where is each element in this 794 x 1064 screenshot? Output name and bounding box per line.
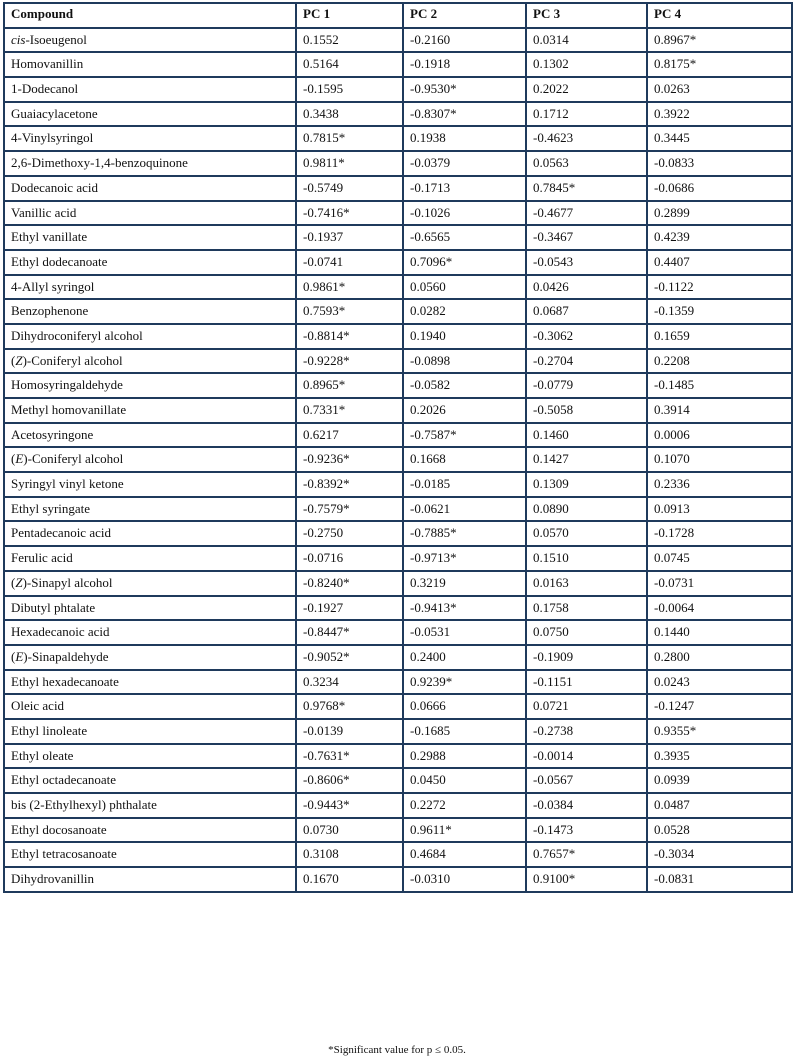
pc3-value-cell: -0.0779 xyxy=(526,373,647,398)
pc2-value-cell: 0.0450 xyxy=(403,768,526,793)
pc2-value-cell: -0.2160 xyxy=(403,28,526,53)
pc1-value-cell: -0.8392* xyxy=(296,472,403,497)
pc2-value-cell: -0.0379 xyxy=(403,151,526,176)
compound-name-cell xyxy=(4,571,296,596)
pc1-value-cell: 0.5164 xyxy=(296,52,403,77)
pc4-value-cell: 0.3914 xyxy=(647,398,792,423)
pc2-value-cell: 0.2026 xyxy=(403,398,526,423)
pc3-value-cell: 0.0570 xyxy=(526,521,647,546)
pc2-value-cell: -0.1026 xyxy=(403,201,526,226)
pc3-value-cell: 0.1309 xyxy=(526,472,647,497)
pc3-value-cell: 0.1510 xyxy=(526,546,647,571)
compound-name: )-Coniferyl alcohol xyxy=(23,451,124,467)
pc3-value-cell: 0.1427 xyxy=(526,447,647,472)
pc1-value-cell: -0.9052* xyxy=(296,645,403,670)
pc4-value-cell: -0.0833 xyxy=(647,151,792,176)
pc2-value-cell: -0.7587* xyxy=(403,423,526,448)
pc4-value-cell: 0.0939 xyxy=(647,768,792,793)
pc3-value-cell: 0.7657* xyxy=(526,842,647,867)
pc1-value-cell: -0.1937 xyxy=(296,225,403,250)
pc3-value-cell: 0.0687 xyxy=(526,299,647,324)
table-row xyxy=(4,126,792,151)
pc4-value-cell: -0.0831 xyxy=(647,867,792,892)
pc4-value-cell: -0.1122 xyxy=(647,275,792,300)
pc3-value-cell: -0.2704 xyxy=(526,349,647,374)
pc2-value-cell: -0.9413* xyxy=(403,596,526,621)
pc1-value-cell: -0.9228* xyxy=(296,349,403,374)
table-row xyxy=(4,398,792,423)
compound-name: Ethyl octadecanoate xyxy=(11,772,117,788)
header-pc2: PC 2 xyxy=(403,3,526,28)
pc2-value-cell: -0.0582 xyxy=(403,373,526,398)
compound-name-cell xyxy=(4,521,296,546)
compound-name: -Isoeugenol xyxy=(25,31,87,47)
compound-name-cell xyxy=(4,867,296,892)
pc2-value-cell: -0.1685 xyxy=(403,719,526,744)
pc2-value-cell: -0.0898 xyxy=(403,349,526,374)
pc3-value-cell: 0.0890 xyxy=(526,497,647,522)
pc4-value-cell: 0.1070 xyxy=(647,447,792,472)
compound-name-cell xyxy=(4,151,296,176)
pc3-value-cell: -0.0014 xyxy=(526,744,647,769)
pc2-value-cell: 0.1938 xyxy=(403,126,526,151)
pc3-value-cell: 0.0426 xyxy=(526,275,647,300)
pc3-value-cell: -0.1151 xyxy=(526,670,647,695)
table-row xyxy=(4,77,792,102)
significance-footnote: *Significant value for p ≤ 0.05. xyxy=(328,1044,466,1056)
pc2-value-cell: 0.0666 xyxy=(403,694,526,719)
pc1-value-cell: 0.1552 xyxy=(296,28,403,53)
pc1-value-cell: -0.7416* xyxy=(296,201,403,226)
pc2-value-cell: -0.0310 xyxy=(403,867,526,892)
compound-name: Hexadecanoic acid xyxy=(11,624,110,640)
table-row xyxy=(4,324,792,349)
compound-name: Ethyl oleate xyxy=(11,747,74,763)
compound-name: Syringyl vinyl ketone xyxy=(11,476,124,492)
pc4-value-cell: 0.0263 xyxy=(647,77,792,102)
pc4-value-cell: 0.8175* xyxy=(647,52,792,77)
compound-name: Ethyl vanillate xyxy=(11,229,88,245)
compound-prefix: ( xyxy=(11,648,16,664)
compound-name-cell xyxy=(4,299,296,324)
pc1-value-cell: -0.8240* xyxy=(296,571,403,596)
compound-name-cell xyxy=(4,324,296,349)
compound-name-cell xyxy=(4,275,296,300)
header-pc3: PC 3 xyxy=(526,3,647,28)
pc2-value-cell: 0.4684 xyxy=(403,842,526,867)
compound-stereo-prefix: Z xyxy=(15,352,23,368)
compound-name-cell xyxy=(4,398,296,423)
compound-name-cell xyxy=(4,126,296,151)
compound-name: )-Sinapyl alcohol xyxy=(22,574,113,590)
pc3-value-cell: 0.7845* xyxy=(526,176,647,201)
pc1-value-cell: 0.6217 xyxy=(296,423,403,448)
pc2-value-cell: 0.2400 xyxy=(403,645,526,670)
table-row xyxy=(4,423,792,448)
compound-name: Guaiacylacetone xyxy=(11,105,98,121)
pc2-value-cell: -0.7885* xyxy=(403,521,526,546)
compound-name-cell xyxy=(4,670,296,695)
pc4-value-cell: 0.3445 xyxy=(647,126,792,151)
compound-name: Ethyl docosanoate xyxy=(11,821,107,837)
compound-stereo-prefix: cis xyxy=(11,31,26,47)
compound-name: 2,6-Dimethoxy-1,4-benzoquinone xyxy=(11,155,188,171)
compound-name: Ferulic acid xyxy=(11,550,73,566)
compound-name: )-Sinapaldehyde xyxy=(23,648,109,664)
compound-name: Oleic acid xyxy=(11,698,65,714)
pc4-value-cell: 0.2208 xyxy=(647,349,792,374)
pc4-value-cell: 0.0528 xyxy=(647,818,792,843)
pc2-value-cell: 0.2272 xyxy=(403,793,526,818)
table-row xyxy=(4,225,792,250)
compound-name-cell xyxy=(4,596,296,621)
compound-name-cell xyxy=(4,793,296,818)
pc2-value-cell: -0.8307* xyxy=(403,102,526,127)
table-row xyxy=(4,620,792,645)
table-row xyxy=(4,447,792,472)
pc1-value-cell: -0.8606* xyxy=(296,768,403,793)
compound-name-cell xyxy=(4,447,296,472)
compound-name-cell xyxy=(4,694,296,719)
pc1-value-cell: -0.0741 xyxy=(296,250,403,275)
pc2-value-cell: -0.0185 xyxy=(403,472,526,497)
compound-prefix: ( xyxy=(11,451,16,467)
table-row xyxy=(4,299,792,324)
pc2-value-cell: 0.1668 xyxy=(403,447,526,472)
pc3-value-cell: 0.0721 xyxy=(526,694,647,719)
compound-name: 1-Dodecanol xyxy=(11,81,79,97)
table-row xyxy=(4,102,792,127)
compound-name-cell xyxy=(4,52,296,77)
compound-name-cell xyxy=(4,250,296,275)
compound-stereo-prefix: E xyxy=(15,648,24,664)
pc1-value-cell: 0.7815* xyxy=(296,126,403,151)
pc1-value-cell: -0.1595 xyxy=(296,77,403,102)
table-row xyxy=(4,719,792,744)
pc3-value-cell: -0.0543 xyxy=(526,250,647,275)
compound-name: Ethyl tetracosanoate xyxy=(11,846,117,862)
pc4-value-cell: 0.0745 xyxy=(647,546,792,571)
pc1-value-cell: -0.0139 xyxy=(296,719,403,744)
compound-prefix: ( xyxy=(11,574,16,590)
compound-name-cell xyxy=(4,423,296,448)
pc4-value-cell: 0.0006 xyxy=(647,423,792,448)
table-row xyxy=(4,744,792,769)
pc3-value-cell: 0.1460 xyxy=(526,423,647,448)
pc3-value-cell: -0.4677 xyxy=(526,201,647,226)
pc3-value-cell: 0.9100* xyxy=(526,867,647,892)
compound-name: Acetosyringone xyxy=(11,426,94,442)
pc1-value-cell: -0.9236* xyxy=(296,447,403,472)
pc4-value-cell: 0.4239 xyxy=(647,225,792,250)
compound-name: Methyl homovanillate xyxy=(11,402,127,417)
pc1-value-cell: 0.7331* xyxy=(296,398,403,423)
compound-name: Benzophenone xyxy=(11,303,89,319)
pc4-value-cell: 0.2800 xyxy=(647,645,792,670)
pc3-value-cell: 0.1302 xyxy=(526,52,647,77)
table-row xyxy=(4,694,792,719)
compound-name: Ethyl linoleate xyxy=(11,722,88,738)
table-row xyxy=(4,151,792,176)
pc4-value-cell: -0.1728 xyxy=(647,521,792,546)
pc4-value-cell: -0.0064 xyxy=(647,596,792,621)
pc1-value-cell: 0.1670 xyxy=(296,867,403,892)
compound-name-cell xyxy=(4,719,296,744)
pc3-value-cell: 0.0750 xyxy=(526,620,647,645)
table-row xyxy=(4,275,792,300)
header-pc4: PC 4 xyxy=(647,3,792,28)
pc4-value-cell: 0.1659 xyxy=(647,324,792,349)
pc1-value-cell: -0.2750 xyxy=(296,521,403,546)
pc4-value-cell: 0.1440 xyxy=(647,620,792,645)
pc2-value-cell: 0.9239* xyxy=(403,670,526,695)
pc2-value-cell: 0.0282 xyxy=(403,299,526,324)
header-row xyxy=(4,3,792,28)
table-row xyxy=(4,596,792,621)
pc3-value-cell: -0.2738 xyxy=(526,719,647,744)
pc3-value-cell: -0.0567 xyxy=(526,768,647,793)
pc1-value-cell: 0.9861* xyxy=(296,275,403,300)
pc1-value-cell: 0.3234 xyxy=(296,670,403,695)
compound-name-cell xyxy=(4,349,296,374)
table-row xyxy=(4,349,792,374)
compound-name: Ethyl syringate xyxy=(11,500,91,516)
compound-name-cell xyxy=(4,77,296,102)
pc4-value-cell: -0.1247 xyxy=(647,694,792,719)
table-row xyxy=(4,52,792,77)
pc4-value-cell: 0.2336 xyxy=(647,472,792,497)
compound-name-cell xyxy=(4,744,296,769)
pc4-value-cell: -0.1485 xyxy=(647,373,792,398)
pc3-value-cell: -0.1909 xyxy=(526,645,647,670)
table-row xyxy=(4,768,792,793)
compound-name: Dihydrovanillin xyxy=(11,871,95,887)
compound-name: Homovanillin xyxy=(11,56,84,72)
compound-name-cell xyxy=(4,620,296,645)
pc4-value-cell: 0.0913 xyxy=(647,497,792,522)
pc2-value-cell: -0.9713* xyxy=(403,546,526,571)
table-row xyxy=(4,818,792,843)
pc4-value-cell: -0.3034 xyxy=(647,842,792,867)
pc3-value-cell: 0.1758 xyxy=(526,596,647,621)
compound-name-cell xyxy=(4,225,296,250)
pc4-value-cell: 0.3935 xyxy=(647,744,792,769)
pc3-value-cell: 0.0163 xyxy=(526,571,647,596)
compound-prefix: ( xyxy=(11,352,16,368)
compound-stereo-prefix: Z xyxy=(15,574,23,590)
compound-name-cell xyxy=(4,546,296,571)
table-row xyxy=(4,472,792,497)
pc4-value-cell: -0.1359 xyxy=(647,299,792,324)
pc4-value-cell: 0.9355* xyxy=(647,719,792,744)
compound-name-cell xyxy=(4,176,296,201)
pc2-value-cell: 0.7096* xyxy=(403,250,526,275)
pc1-value-cell: 0.7593* xyxy=(296,299,403,324)
table-row xyxy=(4,497,792,522)
pc1-value-cell: -0.0716 xyxy=(296,546,403,571)
pc3-value-cell: 0.0314 xyxy=(526,28,647,53)
pc3-value-cell: -0.3062 xyxy=(526,324,647,349)
pc4-value-cell: 0.8967* xyxy=(647,28,792,53)
compound-name: 4-Allyl syringol xyxy=(11,278,95,294)
pc1-value-cell: 0.9811* xyxy=(296,151,403,176)
pc2-value-cell: 0.3219 xyxy=(403,571,526,596)
table-row xyxy=(4,250,792,275)
compound-name: Ethyl dodecanoate xyxy=(11,253,108,269)
pc4-value-cell: 0.0243 xyxy=(647,670,792,695)
pc4-value-cell: 0.4407 xyxy=(647,250,792,275)
pc1-value-cell: -0.1927 xyxy=(296,596,403,621)
compound-name: Ethyl hexadecanoate xyxy=(11,673,119,689)
pc3-value-cell: 0.1712 xyxy=(526,102,647,127)
pc2-value-cell: -0.0531 xyxy=(403,620,526,645)
compound-name-cell xyxy=(4,201,296,226)
pc2-value-cell: -0.1918 xyxy=(403,52,526,77)
compound-name-cell xyxy=(4,373,296,398)
compound-stereo-prefix: E xyxy=(15,451,24,467)
compound-name-cell xyxy=(4,102,296,127)
pc3-value-cell: 0.0563 xyxy=(526,151,647,176)
pc1-value-cell: 0.3108 xyxy=(296,842,403,867)
compound-name-cell xyxy=(4,497,296,522)
table-row xyxy=(4,176,792,201)
compound-name-cell xyxy=(4,842,296,867)
compound-name-cell xyxy=(4,818,296,843)
pc2-value-cell: -0.9530* xyxy=(403,77,526,102)
pc1-value-cell: 0.0730 xyxy=(296,818,403,843)
pc2-value-cell: 0.1940 xyxy=(403,324,526,349)
compound-name: Vanillic acid xyxy=(11,204,77,220)
pc3-value-cell: -0.3467 xyxy=(526,225,647,250)
table-row xyxy=(4,28,792,53)
pc1-value-cell: 0.9768* xyxy=(296,694,403,719)
compound-name: 4-Vinylsyringol xyxy=(11,130,94,146)
table-row xyxy=(4,546,792,571)
pc3-value-cell: 0.2022 xyxy=(526,77,647,102)
pc1-value-cell: 0.8965* xyxy=(296,373,403,398)
table-row xyxy=(4,670,792,695)
compound-name-cell xyxy=(4,645,296,670)
pc3-value-cell: -0.5058 xyxy=(526,398,647,423)
pc1-value-cell: 0.3438 xyxy=(296,102,403,127)
compound-name: Dibutyl phtalate xyxy=(11,599,96,615)
pc1-value-cell: -0.7579* xyxy=(296,497,403,522)
table-row xyxy=(4,201,792,226)
pc2-value-cell: 0.2988 xyxy=(403,744,526,769)
pc2-value-cell: -0.6565 xyxy=(403,225,526,250)
table-row xyxy=(4,793,792,818)
compound-name-cell xyxy=(4,28,296,53)
pc4-value-cell: -0.0686 xyxy=(647,176,792,201)
pc3-value-cell: -0.4623 xyxy=(526,126,647,151)
compound-name-cell xyxy=(4,472,296,497)
pc4-value-cell: 0.2899 xyxy=(647,201,792,226)
pc4-value-cell: 0.3922 xyxy=(647,102,792,127)
compound-name: Dihydroconiferyl alcohol xyxy=(11,327,143,343)
pc2-value-cell: -0.1713 xyxy=(403,176,526,201)
compound-name: Dodecanoic acid xyxy=(11,179,98,195)
compound-name: bis (2-Ethylhexyl) phthalate xyxy=(11,797,157,812)
compound-name-cell xyxy=(4,768,296,793)
pc4-value-cell: -0.0731 xyxy=(647,571,792,596)
table-row xyxy=(4,867,792,892)
table-row xyxy=(4,645,792,670)
pca-loadings-table xyxy=(3,2,793,893)
pc1-value-cell: -0.7631* xyxy=(296,744,403,769)
pc1-value-cell: -0.9443* xyxy=(296,793,403,818)
pc1-value-cell: -0.8814* xyxy=(296,324,403,349)
pc2-value-cell: -0.0621 xyxy=(403,497,526,522)
pc1-value-cell: -0.8447* xyxy=(296,620,403,645)
compound-name: Homosyringaldehyde xyxy=(11,377,123,393)
table-row xyxy=(4,842,792,867)
table-row xyxy=(4,373,792,398)
table-row xyxy=(4,521,792,546)
pc3-value-cell: -0.0384 xyxy=(526,793,647,818)
table-row xyxy=(4,571,792,596)
compound-name: Pentadecanoic acid xyxy=(11,525,111,541)
compound-name: )-Coniferyl alcohol xyxy=(22,352,123,368)
pc4-value-cell: 0.0487 xyxy=(647,793,792,818)
header-pc1: PC 1 xyxy=(296,3,403,28)
pc3-value-cell: -0.1473 xyxy=(526,818,647,843)
pc1-value-cell: -0.5749 xyxy=(296,176,403,201)
pc2-value-cell: 0.0560 xyxy=(403,275,526,300)
header-compound: Compound xyxy=(4,3,296,28)
pc2-value-cell: 0.9611* xyxy=(403,818,526,843)
